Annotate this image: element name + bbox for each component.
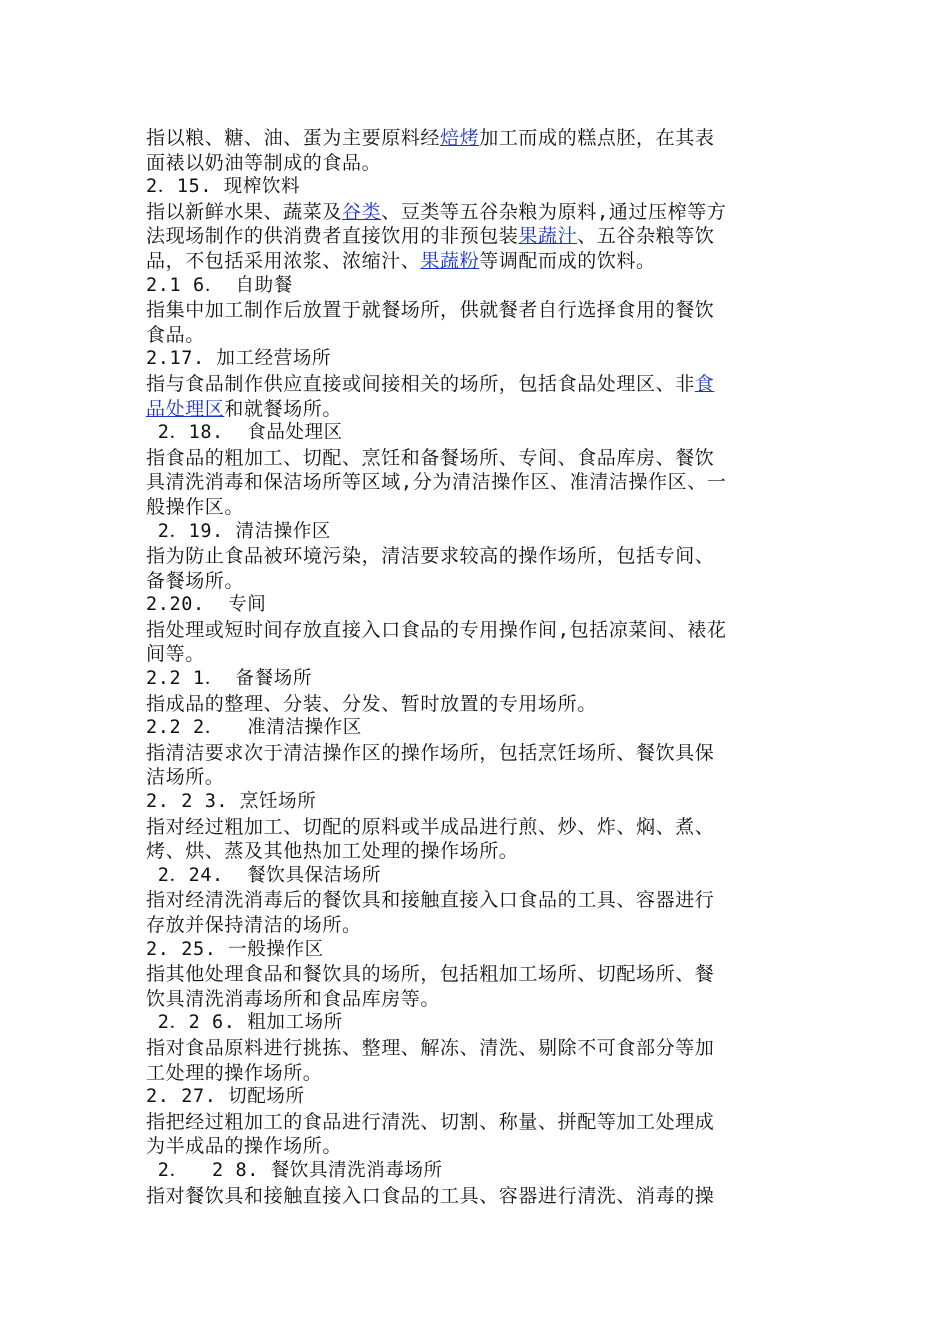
text-segment: 洁场所。 [146,766,225,789]
text-segment: 饮具清洗消毒场所和食品库房等。 [146,987,441,1010]
paragraph-line [146,249,806,274]
text-segment: 和就餐场所。 [224,397,343,420]
text-segment: 指处理或短时间存放直接入口食品的专用操作间,包括凉菜间、裱花 [146,618,727,641]
text-segment: 指为防止食品被环境污染，清洁要求较高的操作场所，包括专间、 [146,545,715,568]
text-segment: 指食品的粗加工、切配、烹饪和备餐场所、专间、食品库房、餐饮 [146,446,715,469]
text-segment: 指成品的整理、分装、分发、暂时放置的专用场所。 [146,692,597,715]
section-heading: 2．15. 现榨饮料 [146,176,301,198]
paragraph-line [146,569,806,594]
text-segment: 指清洁要求次于清洁操作区的操作场所，包括烹饪场所、餐饮具保 [146,741,715,764]
paragraph-line [146,151,806,176]
text-segment: 指以粮、糖、油、蛋为主要原料经 [146,127,441,149]
term-link[interactable]: 品处理区 [146,397,225,420]
paragraph-line [146,1036,806,1061]
text-segment: 指对经过粗加工、切配的原料或半成品进行煎、炒、炸、焖、煮、 [146,815,715,838]
section-heading: 2.20. 专间 [146,594,267,616]
text-segment: 指集中加工制作后放置于就餐场所，供就餐者自行选择食用的餐饮 [146,299,715,322]
term-link[interactable]: 焙烤 [440,127,480,149]
section-heading: 2.2 2． 准清洁操作区 [146,717,362,739]
paragraph-line [146,495,806,520]
paragraph-line [146,888,806,913]
text-segment: 指对食品原料进行挑拣、整理、解冻、清洗、剔除不可食部分等加 [146,1036,715,1059]
paragraph-line [146,397,806,422]
text-segment: 加工而成的糕点胚，在其表 [479,127,715,149]
text-segment: 品，不包括采用浓浆、浓缩汁、 [146,249,421,272]
text-segment: 指对餐饮具和接触直接入口食品的工具、容器进行清洗、消毒的操 [146,1184,715,1207]
text-segment: 为半成品的操作场所。 [146,1135,343,1158]
paragraph-line [146,470,806,495]
paragraph-line [146,544,806,569]
section-heading: 2．19. 清洁操作区 [146,520,332,542]
paragraph-line [146,200,806,225]
section-heading: 2.1 6． 自助餐 [146,274,293,296]
paragraph-line [146,323,806,348]
text-segment: 等调配而成的饮料。 [479,249,656,272]
text-segment: 烤、烘、蒸及其他热加工处理的操作场所。 [146,840,519,863]
text-segment: 面裱以奶油等制成的食品。 [146,151,382,174]
text-segment: 备餐场所。 [146,569,245,592]
term-link[interactable]: 食 [694,372,715,395]
paragraph-line [146,298,806,323]
paragraph-line [146,1184,806,1209]
paragraph-line [146,962,806,987]
text-segment: 存放并保持清洁的场所。 [146,914,362,936]
section-heading: 2. 2 3. 烹饪场所 [146,791,317,813]
paragraph-line [146,913,806,938]
text-segment: 间等。 [146,643,205,666]
paragraph-line [146,618,806,643]
paragraph-line [146,765,806,790]
text-segment: 食品。 [146,323,205,346]
document-body [146,126,806,1208]
section-heading: 2.2 1． 备餐场所 [146,668,312,690]
paragraph-line [146,1134,806,1159]
paragraph-line [146,446,806,471]
section-heading: 2. 27. 切配场所 [146,1086,305,1108]
paragraph-line [146,642,806,667]
paragraph-line [146,692,806,717]
paragraph-line [146,987,806,1012]
text-segment: 指与食品制作供应直接或间接相关的场所，包括食品处理区、非 [146,372,695,395]
text-segment: 具清洗消毒和保洁场所等区域,分为清洁操作区、准清洁操作区、一 [146,471,727,494]
section-heading: 2．18. 食品处理区 [146,422,343,444]
text-segment: 般操作区。 [146,495,245,518]
paragraph-line [146,815,806,840]
text-segment: 、五谷杂粮等饮 [577,225,715,248]
text-segment: 指把经过粗加工的食品进行清洗、切割、称量、拼配等加工处理成 [146,1110,715,1133]
section-heading: 2． 2 8. 餐饮具清洗消毒场所 [146,1159,443,1181]
section-heading: 2．2 6. 粗加工场所 [146,1012,343,1034]
section-heading: 2. 25. 一般操作区 [146,938,324,960]
text-segment: 法现场制作的供消费者直接饮用的非预包装 [146,225,519,248]
text-segment: 指其他处理食品和餐饮具的场所，包括粗加工场所、切配场所、餐 [146,963,715,986]
section-heading: 2.17. 加工经营场所 [146,348,332,370]
text-segment: 、豆类等五谷杂粮为原料,通过压榨等方 [381,200,727,223]
text-segment: 工处理的操作场所。 [146,1061,323,1084]
paragraph-line [146,1061,806,1086]
paragraph-line [146,126,806,151]
text-segment: 指以新鲜水果、蔬菜及 [146,200,343,223]
term-link[interactable]: 果蔬汁 [518,225,578,248]
text-segment: 指对经清洗消毒后的餐饮具和接触直接入口食品的工具、容器进行 [146,889,715,912]
paragraph-line [146,1110,806,1135]
term-link[interactable]: 果蔬粉 [420,249,480,272]
paragraph-line [146,224,806,249]
paragraph-line [146,741,806,766]
paragraph-line [146,839,806,864]
section-heading: 2．24. 餐饮具保洁场所 [146,864,381,886]
term-link[interactable]: 谷类 [342,200,382,223]
paragraph-line [146,372,806,397]
